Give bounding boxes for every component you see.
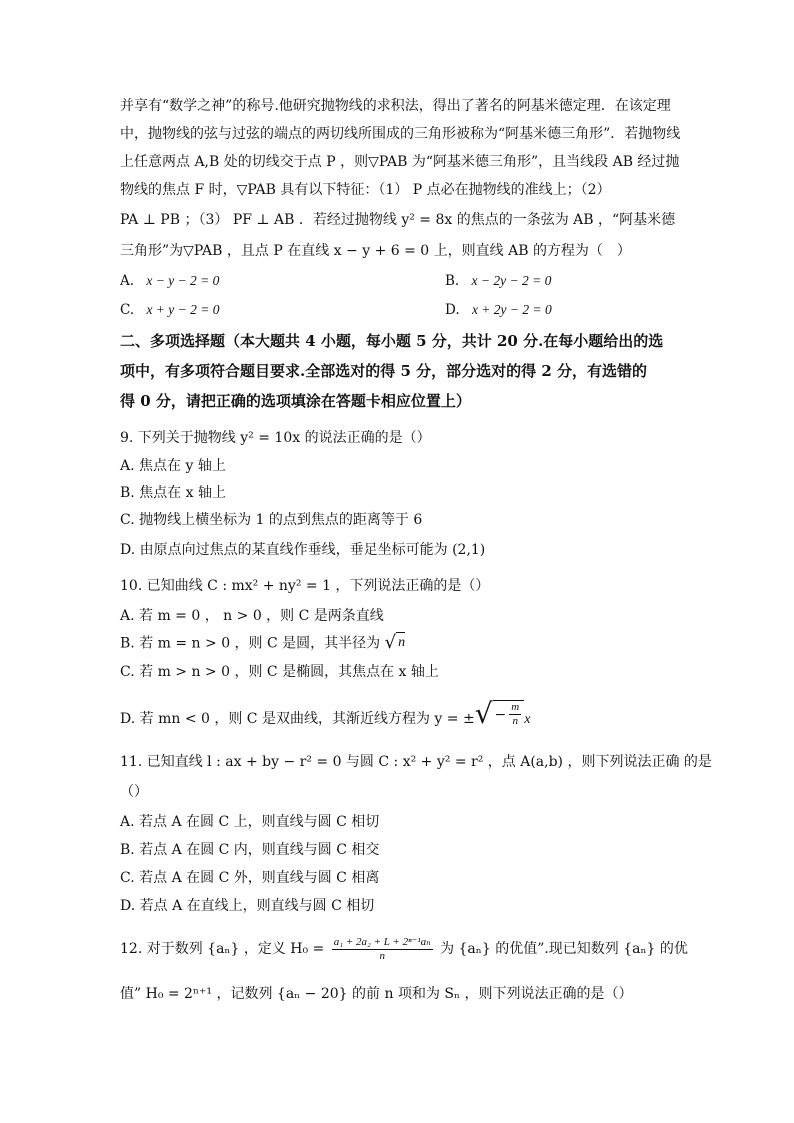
section-heading-line-3: 得 0 分，请把正确的选项填涂在答题卡相应位置上） bbox=[120, 392, 471, 410]
q11-option-d: D. 若点 A 在直线上，则直线与圆 C 相切 bbox=[120, 898, 375, 914]
fraction-numerator: a₁ + 2a₂ + L + 2ⁿ⁻¹aₙ bbox=[333, 935, 431, 948]
q10-option-c: C. 若 m > n > 0 ，则 C 是椭圆，其焦点在 x 轴上 bbox=[120, 664, 439, 680]
variable-x: x bbox=[524, 712, 531, 727]
fraction-denominator: n bbox=[379, 949, 385, 962]
option-text: D. 若 mn < 0 ，则 C 是双曲线，其渐近线方程为 y = ± bbox=[120, 711, 475, 727]
q11-option-b: B. 若点 A 在圆 C 内，则直线与圆 C 相交 bbox=[120, 842, 380, 858]
fraction bbox=[332, 936, 433, 963]
q10-stem: 10. 已知曲线 C : mx² + ny² = 1 ，下列说法正确的是（） bbox=[120, 578, 490, 594]
option-label: A. bbox=[120, 273, 135, 289]
q12-stem bbox=[120, 932, 688, 966]
option-label: D. bbox=[445, 302, 460, 318]
q8-option-d bbox=[445, 300, 552, 320]
radical-sign: √ bbox=[384, 631, 397, 653]
sqrt-expression bbox=[474, 697, 525, 730]
q8-option-c bbox=[120, 300, 220, 320]
q12-stem-start: 12. 对于数列 {aₙ} ，定义 H₀ = bbox=[120, 941, 329, 957]
option-text: x + 2y − 2 = 0 bbox=[471, 302, 552, 317]
intro-line-2: 中，抛物线的弦与过弦的端点的两切线所围成的三角形被称为“阿基米德三角形”．若抛物线 bbox=[120, 126, 681, 142]
q9-option-a: A. 焦点在 y 轴上 bbox=[120, 458, 226, 474]
option-label: C. bbox=[120, 302, 135, 318]
fraction bbox=[509, 701, 521, 728]
radicand bbox=[493, 700, 525, 728]
option-text: x − y − 2 = 0 bbox=[146, 273, 220, 288]
fraction-denominator: n bbox=[512, 715, 518, 727]
q10-option-a: A. 若 m = 0 ， n > 0 ，则 C 是两条直线 bbox=[120, 608, 384, 624]
q10-option-b bbox=[120, 632, 405, 654]
q10-option-d bbox=[120, 697, 531, 730]
section-heading-line-2: 项中，有多项符合题目要求.全部选对的得 5 分，部分选对的得 2 分，有选错的 bbox=[120, 362, 647, 380]
q8-option-a bbox=[120, 271, 219, 291]
option-text: B. 若 m = n > 0 ，则 C 是圆，其半径为 bbox=[120, 635, 385, 652]
intro-line-5: PA ⊥ PB ；（3） PF ⊥ AB ．若经过抛物线 y² = 8x 的焦点的一条弦为 AB ，“阿基米德 bbox=[120, 212, 676, 228]
intro-line-1: 并享有“数学之神”的称号.他研究抛物线的求积法，得出了著名的阿基米德定理．在该定理 bbox=[120, 98, 671, 114]
q11-stem: 11. 已知直线 l : ax + by − r² = 0 与圆 C : x² + y² = r² ，点 A(a,b) ，则下列说法正确 的是 bbox=[120, 754, 712, 770]
q11-stem-continued: （） bbox=[120, 784, 148, 800]
q11-option-c: C. 若点 A 在圆 C 外，则直线与圆 C 相离 bbox=[120, 870, 380, 886]
q11-option-a: A. 若点 A 在圆 C 上，则直线与圆 C 相切 bbox=[120, 814, 380, 830]
q12-stem-end: 为 {aₙ} 的优值”.现已知数列 {aₙ} 的优 bbox=[435, 941, 688, 957]
intro-line-3: 上任意两点 A,B 处的切线交于点 P ，则▽PAB 为“阿基米德三角形”，且当线段 AB 经过抛 bbox=[120, 154, 680, 170]
q9-option-b: B. 焦点在 x 轴上 bbox=[120, 485, 226, 501]
intro-line-6: 三角形”为▽PAB ，且点 P 在直线 x − y + 6 = 0 上，则直线 AB 的方程为（ ） bbox=[120, 243, 631, 259]
radicand: n bbox=[396, 632, 405, 653]
q9-option-c: C. 抛物线上横坐标为 1 的点到焦点的距离等于 6 bbox=[120, 512, 423, 528]
q9-stem: 9. 下列关于抛物线 y² = 10x 的说法正确的是（） bbox=[120, 430, 431, 446]
section-heading-line-1: 二、多项选择题（本大题共 4 小题，每小题 5 分，共计 20 分.在每小题给出的选 bbox=[120, 332, 664, 350]
fraction-numerator: m bbox=[511, 701, 520, 713]
sqrt-expression bbox=[385, 632, 405, 653]
option-text: x + y − 2 = 0 bbox=[146, 302, 220, 317]
option-label: B. bbox=[445, 273, 460, 289]
minus-sign: − bbox=[494, 706, 507, 723]
intro-line-4: 物线的焦点 F 时，▽PAB 具有以下特征：（1） P 点必在抛物线的准线上；（2） bbox=[120, 182, 611, 198]
radical-sign: √ bbox=[474, 697, 493, 730]
q8-option-b bbox=[445, 271, 551, 291]
option-text: x − 2y − 2 = 0 bbox=[471, 273, 552, 288]
q12-stem-line-2: 值” H₀ = 2ⁿ⁺¹ ，记数列 {aₙ − 20} 的前 n 项和为 Sₙ ，则下列说法正确的是（） bbox=[120, 986, 633, 1002]
q9-option-d: D. 由原点向过焦点的某直线作垂线，垂足坐标可能为 (2,1) bbox=[120, 542, 486, 558]
